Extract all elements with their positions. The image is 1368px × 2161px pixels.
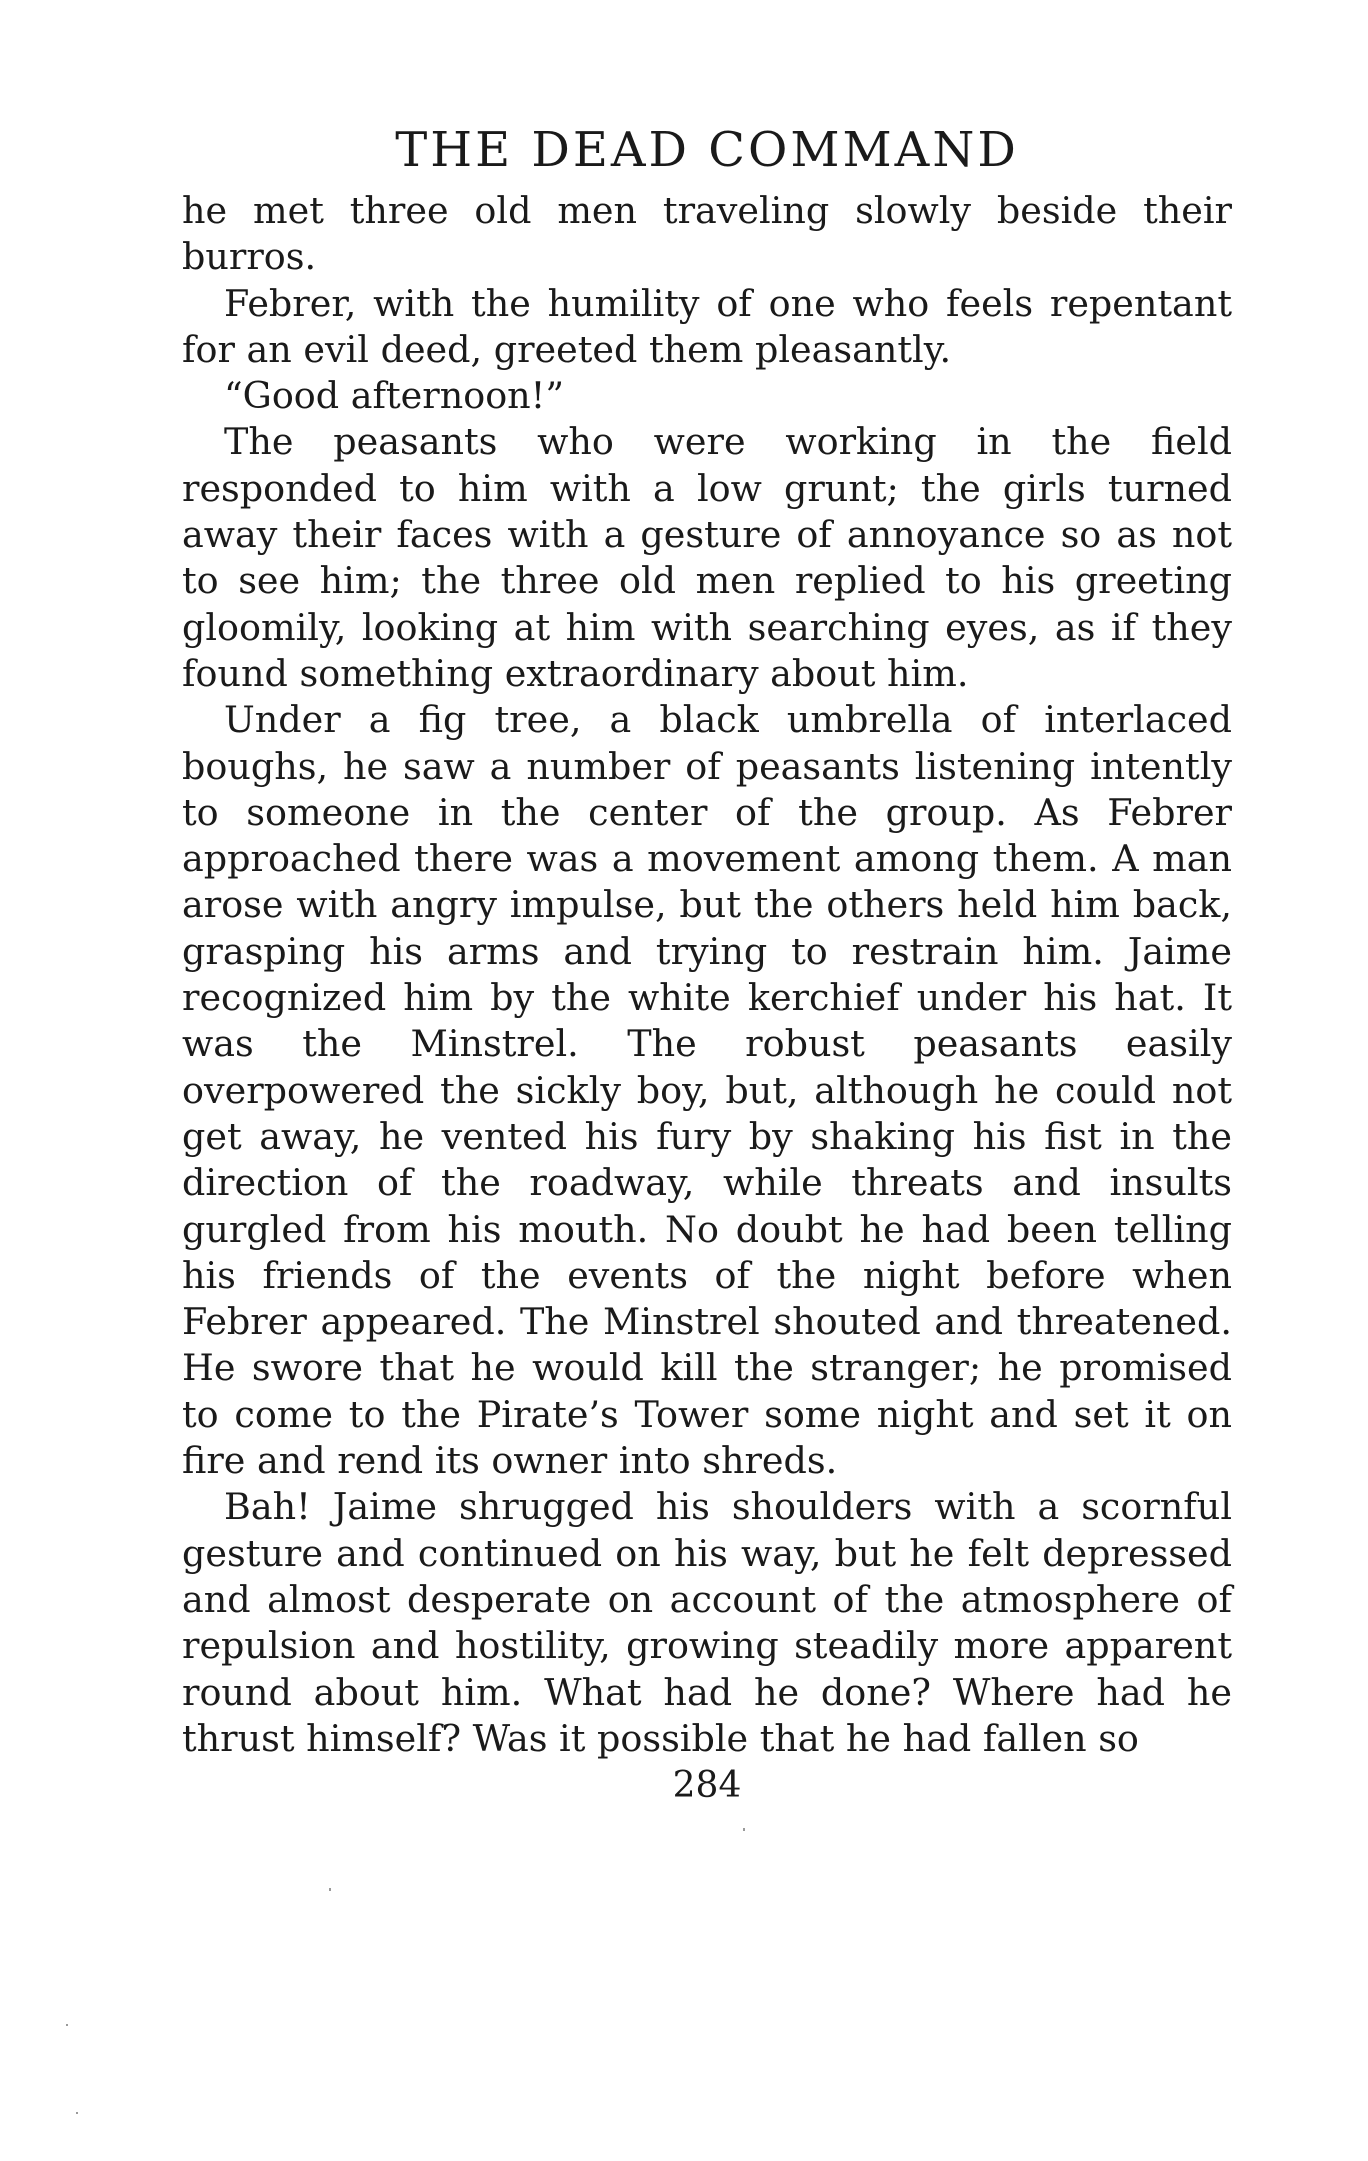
paragraph: Bah! Jaime shrugged his shoulders with a scornful gesture and continued on his way, but he felt depressed and almost desperate on account of the atmosphere of repulsion and hostility, growing steadily more apparent round about him. What had he done? Where had he thrust himself? Was it possible that he had fallen so [182, 1485, 1232, 1760]
paper-speck [76, 2112, 78, 2114]
paragraph: “Good afternoon!” [224, 374, 565, 418]
paper-speck [329, 1888, 331, 1891]
page-number: 284 [672, 1765, 742, 1807]
body-text [182, 188, 1232, 1762]
paper-speck [743, 1828, 745, 1831]
paragraph: Febrer, with the humility of one who feels repentant for an evil deed, greeted them pleasantly. [182, 281, 1232, 371]
paragraph: Under a fig tree, a black umbrella of interlaced boughs, he saw a number of peasants listening intently to someone in the center of the group. As Febrer approached there was a movement among them. A man arose with angry impulse, but the others held him back, grasping his arms and trying to restrain him. Jaime recognized him by the white kerchief under his hat. It was the Minstrel. The robust peasants easily overpowered the sickly boy, but, although he could not get away, he vented his fury by shaking his fist in the direction of the roadway, while threats and insults gurgled from his mouth. No doubt he had been telling his friends of the events of the night before when Febrer appeared. The Minstrel shouted and threatened. He swore that he would kill the stranger; he promised to come to the Pirate’s Tower some night and set it on fire and rend its owner into shreds. [182, 698, 1232, 1483]
paper-speck [66, 2024, 68, 2026]
paragraph: The peasants who were working in the field responded to him with a low grunt; the girls turned away their faces with a gesture of annoyance so as not to see him; the three old men replied to his greeting gloomily, looking at him with searching eyes, as if they found something extraordinary about him. [182, 420, 1232, 695]
paragraph: he met three old men traveling slowly beside their burros. [182, 189, 1232, 279]
book-page [182, 118, 1232, 1808]
running-head: THE DEAD COMMAND [395, 122, 1019, 178]
